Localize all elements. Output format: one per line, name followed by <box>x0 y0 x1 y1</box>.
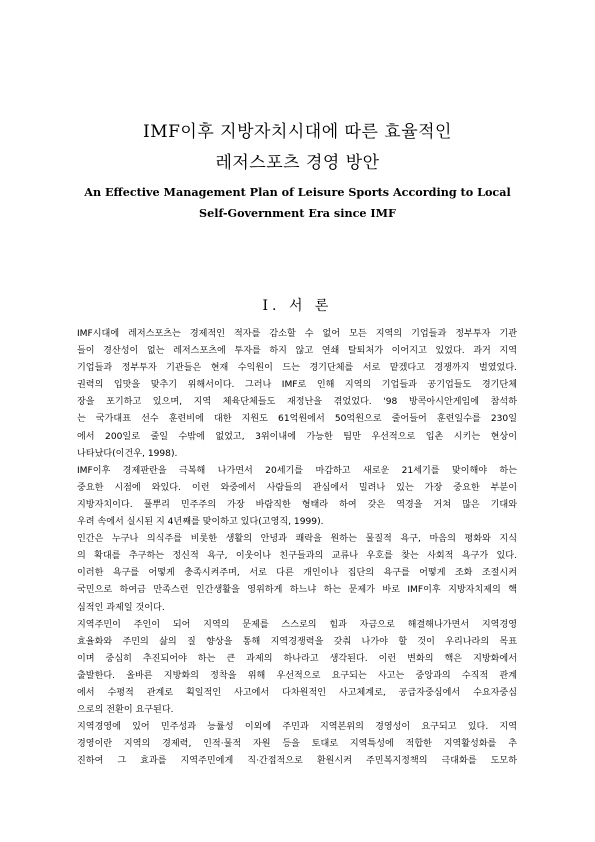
body-line: 에서 200일로 줄일 수밖에 없었고, 3위이내에 가능한 팀만 우선적으로 입촌 시키는 현상이 <box>77 431 517 442</box>
body-line: 출발한다. 올바른 지방화의 정착을 위해 우선적으로 요구되는 사고는 중앙과의 수직적 관계 <box>77 670 517 681</box>
body-line: 권력의 입맛을 맞추기 위해서이다. 그러나 IMF로 인해 지역의 기업들과 공기업들도 경기단체 <box>77 380 517 391</box>
body-line: 지역주민이 주인이 되어 지역의 문제를 스스로의 힘과 자금으로 해결해나가면서 지역경영 <box>77 619 517 630</box>
body-line: 에서 수평적 관계로 획일적인 사고에서 다차원적인 사고체계로, 공급자중심에서 수요자중심 <box>77 687 517 698</box>
body-line: 효율화와 주민의 삶의 질 향상을 통해 지역경쟁력을 갖춰 나가야 할 것이 우리나라의 목표 <box>77 636 517 647</box>
body-line: 우려 속에서 실시된 지 4년째를 맞이하고 있다(고영직, 1999). <box>77 517 324 528</box>
body-line: IMF이후 경제판란을 극복해 나가면서 20세기를 마감하고 새로운 21세기를 맞이해야 하는 <box>77 465 517 476</box>
body-line: 들이 경산성이 없는 레저스포츠에 투자를 하지 않고 연쇄 탈퇴처가 이어지고 있었다. 과거 지역 <box>77 346 517 357</box>
body-line: 심적인 과제일 것이다. <box>77 602 165 613</box>
korean-title-line-1: IMF이후 지방자치시대에 따른 효율적인 <box>143 122 452 142</box>
body-line: 이러한 욕구를 어떻게 충족시켜주며, 서로 다른 개인이나 집단의 욕구를 어떻게 조화 조절시켜 <box>77 568 517 579</box>
body-line: IMF시대에 레저스포츠는 경제적인 적자를 감소할 수 없어 모든 지역의 기업들과 정부투자 기관 <box>77 329 517 339</box>
body-line: 중요한 시점에 와있다. 이런 와중에서 사람들의 관심에서 밀려나 있는 가장 중요한 부분이 <box>77 482 517 493</box>
english-title-line-1: An Effective Management Plan of Leisure Sports According to Local <box>84 185 511 199</box>
body-line: 이며 중심히 추진되어야 하는 큰 과제의 하나라고 생각된다. 이런 변화의 핵은 지방화에서 <box>77 653 517 664</box>
body-text <box>77 326 517 770</box>
body-line: 장을 포기하고 있으며, 지역 체육단체들도 재정난을 겪었었다. '98 방콕아시안게임에 참석하 <box>77 397 517 408</box>
section-heading-introduction: Ⅰ. 서 론 <box>262 298 333 314</box>
body-line: 으로의 전환이 요구된다. <box>77 705 174 716</box>
body-line: 진하여 그 효과를 지역주민에게 직·간접적으로 환원시켜 주민복지정책의 극대화를 도모하 <box>77 756 517 767</box>
body-line: 기업들과 정부투자 기관들은 현재 수익원이 드는 경기단체를 서로 맡겠다고 경쟁까지 벌였었다. <box>77 363 517 374</box>
body-line: 인간은 누구나 의식주를 비롯한 생활의 안녕과 쾌락을 원하는 물질적 욕구, 마음의 평화와 지식 <box>77 534 517 545</box>
english-title-line-2: Self-Government Era since IMF <box>199 206 396 220</box>
body-line: 지방자치이다. 풀뿌리 민주주의 가장 바람직한 형태라 하여 갖은 역경을 거쳐 많은 기대와 <box>77 499 517 510</box>
body-line: 의 확대를 추구하는 정신적 욕구, 이웃이나 친구들과의 교류나 우호를 찾는 사회적 욕구가 있다. <box>77 551 517 562</box>
body-line: 지역경영에 있어 민주성과 능률성 이외에 주민과 지역본위의 경영성이 요구되고 있다. 지역 <box>77 722 517 733</box>
korean-title-line-2: 레저스포츠 경영 방안 <box>215 153 380 173</box>
body-line: 경영이란 지역의 경제력, 인적·물적 자원 등을 토대로 지역특성에 적합한 지역활성화를 추 <box>77 739 517 750</box>
body-line: 나타났다(이건우, 1998). <box>77 448 178 459</box>
body-line: 는 국가대표 선수 훈련비에 대한 지원도 61억원에서 50억원으로 줄어들어 훈련일수를 230일 <box>77 414 517 425</box>
body-line: 국민으로 하여금 만족스런 인간생활을 영위하게 하느냐 하는 문제가 바로 IMF이후 지방자치제의 핵 <box>77 585 517 596</box>
